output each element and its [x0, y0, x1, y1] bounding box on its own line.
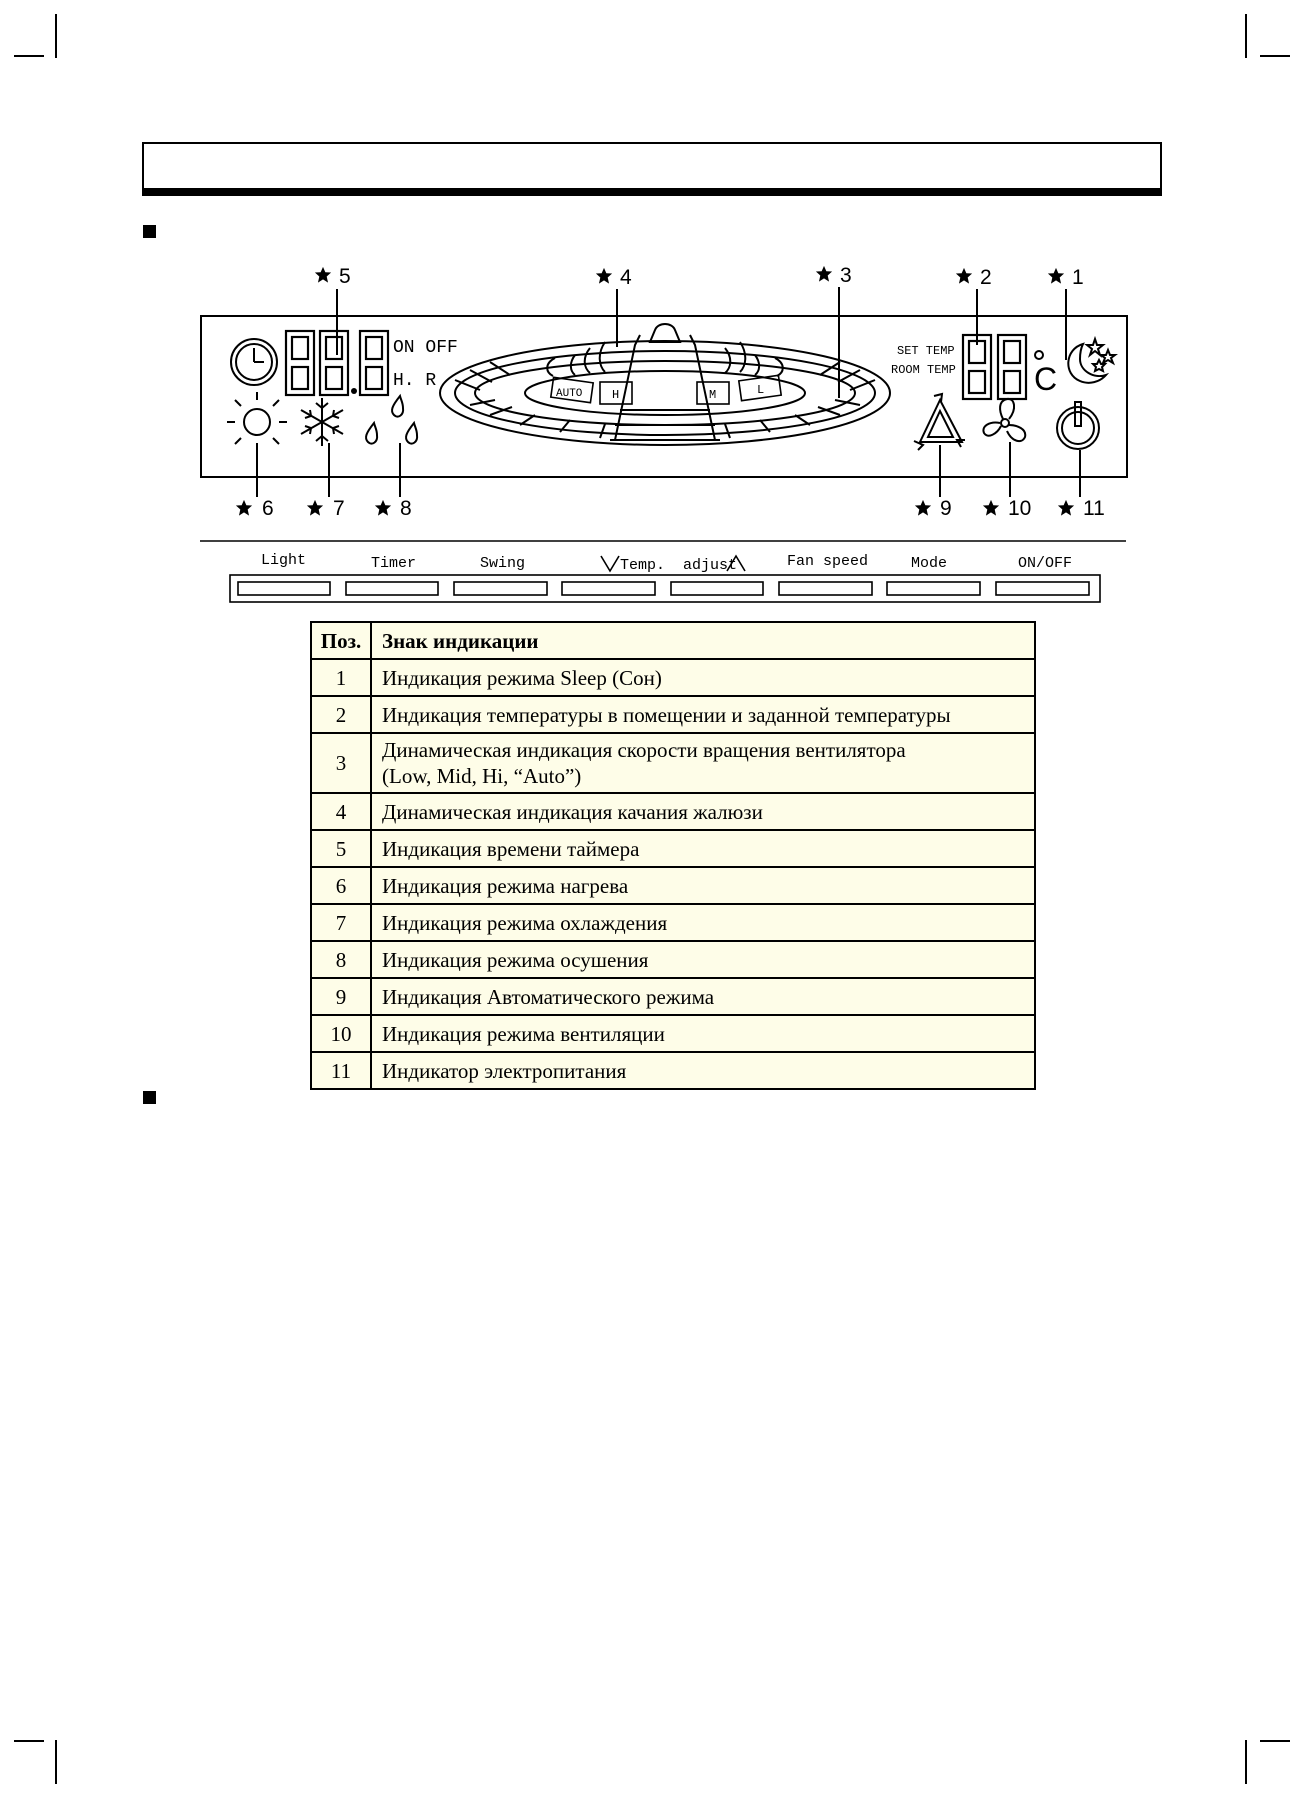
table-row — [311, 941, 1035, 978]
table-row — [311, 696, 1035, 733]
temp-up-button[interactable] — [671, 582, 763, 595]
svg-text:3: 3 — [840, 264, 852, 287]
fan-speed-button[interactable] — [779, 582, 872, 595]
row-text: Динамическая индикация качания жалюзи — [371, 793, 1035, 830]
table-row — [311, 978, 1035, 1015]
row-text: Индикация режима нагрева — [371, 867, 1035, 904]
row-text: Индикация времени таймера — [371, 830, 1035, 867]
button-label-swing: Swing — [480, 555, 526, 572]
fan-speed-labels — [551, 375, 781, 404]
lcd-room-temp: ROOM TEMP — [891, 363, 956, 377]
row-pos: 11 — [311, 1052, 371, 1089]
crop-mark — [14, 1740, 44, 1742]
callout-10 — [983, 497, 1031, 520]
row-text: Индикация Автоматического режима — [371, 978, 1035, 1015]
svg-text:6: 6 — [262, 497, 274, 520]
svg-text:1: 1 — [1072, 266, 1084, 289]
svg-text:4: 4 — [620, 266, 632, 289]
on-off-button[interactable] — [996, 582, 1089, 595]
row-text: Индикация режима осушения — [371, 941, 1035, 978]
row-pos: 3 — [311, 733, 371, 793]
bullet-marker — [143, 1091, 156, 1104]
button-label-timer: Timer — [371, 555, 417, 572]
button-label-temp-adjust: Temp. adjust — [620, 557, 738, 574]
timer-button[interactable] — [346, 582, 438, 595]
swing-button[interactable] — [454, 582, 547, 595]
button-label-fan-speed: Fan speed — [787, 553, 869, 570]
lcd-auto: AUTO — [556, 388, 583, 400]
row-text: Индикация температуры в помещении и заданной температуры — [371, 696, 1035, 733]
snowflake-icon — [301, 398, 343, 446]
table-row — [311, 1015, 1035, 1052]
crop-mark — [55, 1740, 57, 1784]
row-pos: 1 — [311, 659, 371, 696]
temp-down-button[interactable] — [562, 582, 655, 595]
drops-icon — [366, 396, 417, 444]
mode-button[interactable] — [887, 582, 980, 595]
row-pos: 6 — [311, 867, 371, 904]
button-label-on-off: ON/OFF — [1018, 555, 1073, 572]
row-text: Индикация режима охлаждения — [371, 904, 1035, 941]
row-pos: 10 — [311, 1015, 371, 1052]
column-header-sign: Знак индикации — [371, 622, 1035, 659]
auto-mode-icon — [914, 394, 965, 450]
callout-1 — [1048, 266, 1084, 289]
lcd-l: L — [757, 383, 765, 397]
button-label-mode: Mode — [911, 555, 948, 572]
lcd-diagram — [0, 0, 1304, 620]
row-text: Индикатор электропитания — [371, 1052, 1035, 1089]
svg-text:9: 9 — [940, 497, 952, 520]
callout-5 — [315, 265, 351, 288]
row-text — [371, 733, 1035, 793]
svg-text:2: 2 — [980, 266, 992, 289]
row-pos: 7 — [311, 904, 371, 941]
table-row — [311, 867, 1035, 904]
button-label-light: Light — [261, 552, 307, 569]
lcd-set-temp: SET TEMP — [897, 344, 955, 358]
table-row — [311, 733, 1035, 793]
table-row — [311, 659, 1035, 696]
row-text: Индикация режима вентиляции — [371, 1015, 1035, 1052]
crop-mark — [1260, 1740, 1290, 1742]
lcd-celsius: C — [1034, 361, 1058, 397]
callout-4 — [596, 266, 632, 289]
column-header-pos: Поз. — [311, 622, 371, 659]
callout-6 — [236, 497, 274, 520]
clock-icon — [231, 339, 277, 385]
lcd-hr: H. R — [393, 371, 437, 391]
callout-9 — [915, 497, 952, 520]
table-row — [311, 793, 1035, 830]
table-row — [311, 1052, 1035, 1089]
callout-8 — [375, 497, 412, 520]
lcd-h: H — [612, 388, 620, 402]
swing-fan-display — [440, 324, 890, 445]
temp-down-icon — [601, 556, 619, 571]
callout-11 — [1058, 497, 1105, 520]
sleep-moon-icon — [1068, 339, 1115, 383]
svg-text:7: 7 — [333, 497, 345, 520]
table-row — [311, 904, 1035, 941]
svg-text:11: 11 — [1083, 497, 1105, 520]
leader-lines — [257, 287, 1080, 497]
temperature-digits — [963, 335, 1043, 399]
row-pos: 5 — [311, 830, 371, 867]
row-pos: 4 — [311, 793, 371, 830]
crop-mark — [1245, 1740, 1247, 1784]
fan-icon — [983, 399, 1025, 441]
callout-7 — [307, 497, 345, 520]
light-button[interactable] — [238, 582, 330, 595]
row-text-line-2: (Low, Mid, Hi, “Auto”) — [382, 764, 582, 788]
lcd-m: M — [709, 388, 717, 402]
row-text-line-1: Динамическая индикация скорости вращения вентилятора — [382, 738, 906, 762]
button-strip — [230, 575, 1100, 602]
table-row — [311, 830, 1035, 867]
callout-2 — [956, 266, 992, 289]
row-pos: 8 — [311, 941, 371, 978]
row-pos: 9 — [311, 978, 371, 1015]
indicator-legend-table — [310, 621, 1036, 1090]
callout-3 — [816, 264, 852, 287]
power-icon — [1057, 402, 1099, 449]
svg-text:8: 8 — [400, 497, 412, 520]
table-header-row — [311, 622, 1035, 659]
svg-text:10: 10 — [1008, 497, 1032, 520]
svg-text:5: 5 — [339, 265, 351, 288]
row-text: Индикация режима Sleep (Сон) — [371, 659, 1035, 696]
lcd-on-off: ON OFF — [393, 338, 458, 358]
row-pos: 2 — [311, 696, 371, 733]
button-slots — [238, 582, 1089, 595]
